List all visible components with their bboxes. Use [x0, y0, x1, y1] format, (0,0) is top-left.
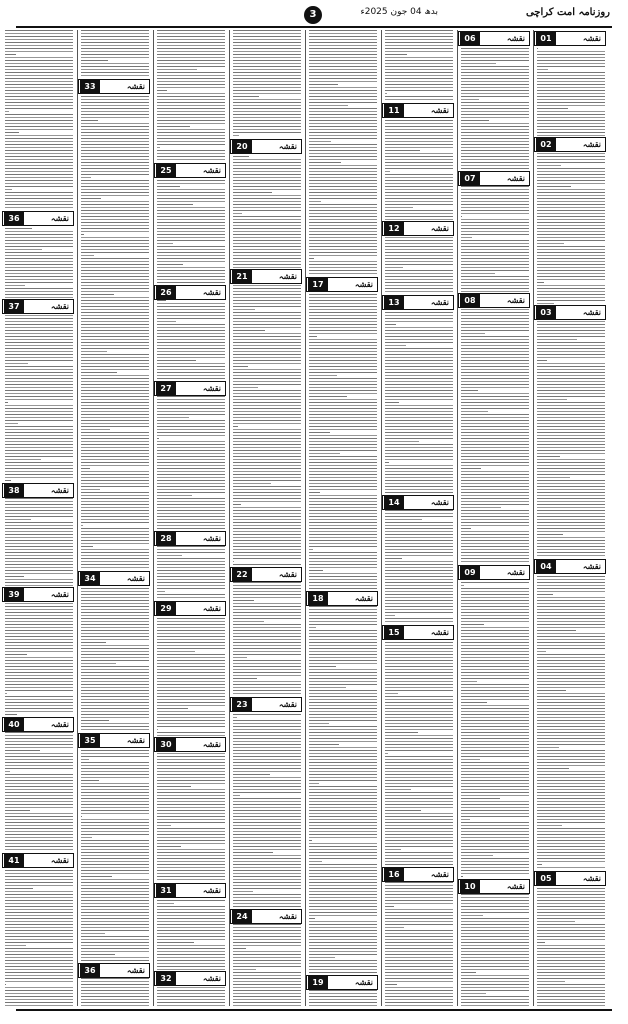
notice-number: 29 — [156, 601, 176, 616]
notice-number: 19 — [308, 975, 328, 990]
notice-title: نقشہ — [202, 603, 221, 613]
notice-number: 31 — [156, 883, 176, 898]
notice-header — [308, 974, 378, 989]
notice-header — [384, 624, 454, 639]
notice-number: 02 — [536, 137, 556, 152]
notice-title: نقشہ — [126, 735, 145, 745]
notice-title: نقشہ — [430, 627, 449, 637]
notice-header — [156, 600, 226, 615]
notice-title: نقشہ — [202, 973, 221, 983]
notice-title: نقشہ — [506, 567, 525, 577]
column-4 — [306, 30, 380, 1006]
notice-header — [536, 304, 606, 319]
notice-title: نقشہ — [506, 33, 525, 43]
notice-title: نقشہ — [278, 271, 297, 281]
notice-number: 30 — [156, 737, 176, 752]
notice-title: نقشہ — [278, 911, 297, 921]
notice-number: 05 — [536, 871, 556, 886]
notice-number: 14 — [384, 495, 404, 510]
notice-header — [536, 558, 606, 573]
notice-title: نقشہ — [430, 105, 449, 115]
notice-number: 13 — [384, 295, 404, 310]
notice-number: 41 — [4, 853, 24, 868]
notice-title: نقشہ — [126, 965, 145, 975]
notice-title: نقشہ — [354, 977, 373, 987]
notice-number: 40 — [4, 717, 24, 732]
notice-title: نقشہ — [50, 485, 69, 495]
column-separator — [229, 30, 230, 1006]
notice-title: نقشہ — [50, 589, 69, 599]
column-separator — [533, 30, 534, 1006]
notice-header — [156, 162, 226, 177]
notice-title: نقشہ — [126, 573, 145, 583]
notice-header — [156, 530, 226, 545]
column-2 — [458, 30, 532, 1006]
notice-title: نقشہ — [126, 81, 145, 91]
notice-number: 21 — [232, 269, 252, 284]
notice-header — [384, 494, 454, 509]
column-separator — [305, 30, 306, 1006]
column-5 — [230, 30, 304, 1006]
notice-header — [460, 878, 530, 893]
notice-header — [156, 380, 226, 395]
notice-title: نقشہ — [582, 33, 601, 43]
notice-number: 33 — [80, 79, 100, 94]
notice-title: نقشہ — [430, 297, 449, 307]
notice-number: 37 — [4, 299, 24, 314]
bottom-rule — [16, 1009, 612, 1011]
column-separator — [381, 30, 382, 1006]
notice-number: 38 — [4, 483, 24, 498]
notice-number: 18 — [308, 591, 328, 606]
notice-title: نقشہ — [202, 165, 221, 175]
notice-header — [4, 852, 74, 867]
notice-header — [232, 696, 302, 711]
notice-header — [536, 30, 606, 45]
notice-number: 17 — [308, 277, 328, 292]
notice-number: 35 — [80, 733, 100, 748]
notice-number: 01 — [536, 31, 556, 46]
notice-header — [4, 716, 74, 731]
notice-title: نقشہ — [582, 561, 601, 571]
notice-number: 08 — [460, 293, 480, 308]
notice-header — [308, 590, 378, 605]
notice-header — [80, 962, 150, 977]
notice-title: نقشہ — [506, 173, 525, 183]
notice-number: 04 — [536, 559, 556, 574]
notice-title: نقشہ — [582, 307, 601, 317]
masthead-date: بدھ 04 جون 2025ء — [360, 7, 438, 17]
notice-header — [156, 882, 226, 897]
column-8 — [2, 30, 76, 1006]
notice-header — [384, 220, 454, 235]
notice-header — [4, 482, 74, 497]
notice-number: 26 — [156, 285, 176, 300]
notice-title: نقشہ — [278, 141, 297, 151]
notice-header — [4, 298, 74, 313]
column-7 — [78, 30, 152, 1006]
column-separator — [77, 30, 78, 1006]
notice-header — [232, 908, 302, 923]
notice-title: نقشہ — [430, 223, 449, 233]
notice-number: 34 — [80, 571, 100, 586]
top-rule — [16, 26, 612, 28]
notice-number: 09 — [460, 565, 480, 580]
notice-title: نقشہ — [430, 497, 449, 507]
notice-number: 07 — [460, 171, 480, 186]
notice-number: 39 — [4, 587, 24, 602]
notice-header — [232, 138, 302, 153]
notice-title: نقشہ — [202, 739, 221, 749]
notice-header — [384, 102, 454, 117]
column-3 — [382, 30, 456, 1006]
notice-header — [460, 564, 530, 579]
notice-number: 15 — [384, 625, 404, 640]
notice-header — [460, 292, 530, 307]
notice-header — [308, 276, 378, 291]
notice-header — [232, 268, 302, 283]
notice-number: 24 — [232, 909, 252, 924]
notice-title: نقشہ — [50, 213, 69, 223]
notice-header — [460, 170, 530, 185]
notice-header — [156, 736, 226, 751]
notice-number: 25 — [156, 163, 176, 178]
notice-header — [4, 210, 74, 225]
column-text-lines — [537, 30, 605, 1006]
notice-title: نقشہ — [582, 873, 601, 883]
notice-number: 11 — [384, 103, 404, 118]
masthead-title: روزنامہ امت کراچی — [525, 7, 610, 18]
notice-number: 27 — [156, 381, 176, 396]
notice-number: 12 — [384, 221, 404, 236]
notice-title: نقشہ — [202, 533, 221, 543]
notice-header — [536, 870, 606, 885]
notice-header — [156, 970, 226, 985]
page-number: 3 — [304, 6, 322, 24]
notice-title: نقشہ — [506, 881, 525, 891]
notice-number: 16 — [384, 867, 404, 882]
notice-title: نقشہ — [50, 855, 69, 865]
notice-number: 10 — [460, 879, 480, 894]
notice-number: 28 — [156, 531, 176, 546]
notice-title: نقشہ — [430, 869, 449, 879]
notice-title: نقشہ — [278, 569, 297, 579]
notice-title: نقشہ — [202, 383, 221, 393]
notice-header — [80, 78, 150, 93]
notice-title: نقشہ — [202, 885, 221, 895]
notice-number: 03 — [536, 305, 556, 320]
notice-number: 20 — [232, 139, 252, 154]
notice-header — [536, 136, 606, 151]
notice-header — [156, 284, 226, 299]
notice-number: 06 — [460, 31, 480, 46]
column-text-lines — [233, 30, 301, 1006]
notice-title: نقشہ — [506, 295, 525, 305]
notice-header — [232, 566, 302, 581]
notice-title: نقشہ — [278, 699, 297, 709]
notice-header — [460, 30, 530, 45]
notice-header — [4, 586, 74, 601]
column-6 — [154, 30, 228, 1006]
notice-header — [80, 732, 150, 747]
notice-title: نقشہ — [354, 593, 373, 603]
notice-title: نقشہ — [202, 287, 221, 297]
notice-header — [384, 866, 454, 881]
notice-header — [80, 570, 150, 585]
notice-title: نقشہ — [50, 719, 69, 729]
notice-title: نقشہ — [50, 301, 69, 311]
notice-title: نقشہ — [354, 279, 373, 289]
notice-title: نقشہ — [582, 139, 601, 149]
notice-number: 36 — [4, 211, 24, 226]
notice-header — [384, 294, 454, 309]
notice-number: 32 — [156, 971, 176, 986]
notice-number: 22 — [232, 567, 252, 582]
notice-number: 36 — [80, 963, 100, 978]
column-1 — [534, 30, 608, 1006]
notice-number: 23 — [232, 697, 252, 712]
